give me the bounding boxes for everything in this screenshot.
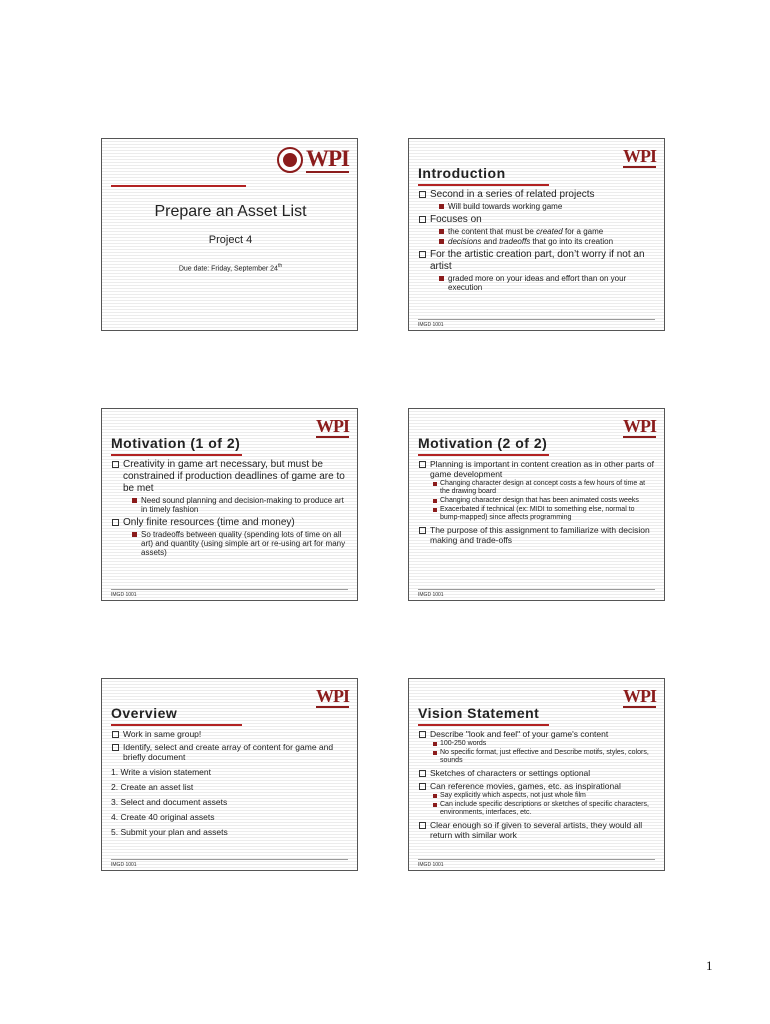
numbered-step: 1. Write a vision statement bbox=[111, 767, 211, 777]
slide-footer: IMGD 1001 bbox=[418, 592, 444, 598]
checkbox-bullet-icon bbox=[419, 216, 426, 223]
bullet: For the artistic creation part, don’t worry if not an artist bbox=[418, 249, 656, 273]
slide-heading: Overview bbox=[111, 705, 178, 721]
slide-overview bbox=[101, 678, 358, 871]
sub-bullet: graded more on your ideas and effort than on your execution bbox=[439, 274, 656, 292]
wpi-logo-text: WPI bbox=[623, 686, 656, 706]
slide-footer: IMGD 1001 bbox=[418, 322, 444, 328]
sub-bullet: Need sound planning and decision-making to produce art in timely fashion bbox=[132, 496, 349, 514]
sub-bullet: Exacerbated if technical (ex: MIDI to something else, normal to bump-mapped) since affects programming bbox=[433, 506, 656, 522]
bullet: Sketches of characters or settings optional bbox=[418, 768, 656, 778]
square-bullet-icon bbox=[433, 508, 437, 512]
square-bullet-icon bbox=[439, 276, 444, 281]
square-bullet-icon bbox=[433, 499, 437, 503]
checkbox-bullet-icon bbox=[419, 251, 426, 258]
bullet: Second in a series of related projects bbox=[418, 189, 656, 201]
footer-rule bbox=[418, 589, 655, 590]
numbered-step: 5. Submit your plan and assets bbox=[111, 827, 228, 837]
wpi-logo bbox=[277, 147, 349, 173]
bullet: Focuses on bbox=[418, 214, 656, 226]
footer-rule bbox=[111, 859, 348, 860]
bullet: Work in same group! bbox=[111, 729, 349, 739]
sub-bullet: Can include specific descriptions or sketches of specific characters, environments, interfaces, etc. bbox=[433, 801, 656, 817]
footer-rule bbox=[418, 859, 655, 860]
checkbox-bullet-icon bbox=[419, 822, 426, 829]
due-date: Due date: Friday, September 24th bbox=[178, 263, 283, 273]
slide-body bbox=[111, 456, 349, 557]
numbered-step: 2. Create an asset list bbox=[111, 782, 194, 792]
slide-vision-statement bbox=[408, 678, 665, 871]
checkbox-bullet-icon bbox=[112, 461, 119, 468]
numbered-step: 4. Create 40 original assets bbox=[111, 812, 215, 822]
sub-bullet: 100-250 words bbox=[433, 740, 656, 748]
checkbox-bullet-icon bbox=[419, 191, 426, 198]
slide-footer: IMGD 1001 bbox=[111, 862, 137, 868]
title-rule bbox=[111, 185, 246, 187]
square-bullet-icon bbox=[132, 532, 137, 537]
slide-body bbox=[418, 456, 656, 545]
wpi-logo bbox=[623, 417, 656, 438]
checkbox-bullet-icon bbox=[419, 731, 426, 738]
checkbox-bullet-icon bbox=[419, 527, 426, 534]
square-bullet-icon bbox=[433, 794, 437, 798]
sub-bullet: No specific format, just effective and Describe motifs, styles, colors, sounds bbox=[433, 749, 656, 765]
footer-rule bbox=[111, 589, 348, 590]
footer-rule bbox=[418, 319, 655, 320]
slide-title bbox=[101, 138, 358, 331]
wpi-logo bbox=[623, 147, 656, 168]
checkbox-bullet-icon bbox=[112, 731, 119, 738]
slide-heading: Motivation (1 of 2) bbox=[111, 435, 241, 451]
slide-body bbox=[418, 726, 656, 840]
slide-title-text: Prepare an Asset List bbox=[154, 203, 307, 220]
wpi-logo-text: WPI bbox=[306, 146, 349, 171]
sub-bullet: Changing character design that has been animated costs weeks bbox=[433, 497, 656, 505]
square-bullet-icon bbox=[439, 204, 444, 209]
wpi-logo-text: WPI bbox=[623, 146, 656, 166]
square-bullet-icon bbox=[433, 742, 437, 746]
sub-bullet: Say explicitly which aspects, not just whole film bbox=[433, 792, 656, 800]
bullet: Planning is important in content creation as in other parts of game development bbox=[418, 459, 656, 479]
slide-motivation-1 bbox=[101, 408, 358, 601]
slide-motivation-2 bbox=[408, 408, 665, 601]
square-bullet-icon bbox=[132, 498, 137, 503]
wpi-logo bbox=[316, 417, 349, 438]
slide-body bbox=[111, 726, 349, 837]
square-bullet-icon bbox=[439, 239, 444, 244]
bullet: Only finite resources (time and money) bbox=[111, 517, 349, 529]
page-number: 1 bbox=[706, 958, 713, 973]
checkbox-bullet-icon bbox=[419, 770, 426, 777]
slide-footer: IMGD 1001 bbox=[418, 862, 444, 868]
wpi-logo-text: WPI bbox=[316, 686, 349, 706]
wpi-logo-text: WPI bbox=[623, 416, 656, 436]
slide-body bbox=[418, 186, 656, 292]
bullet: Creativity in game art necessary, but must be constrained if production deadlines of game are to be met bbox=[111, 459, 349, 495]
slide-subtitle: Project 4 bbox=[208, 234, 253, 246]
bullet: Clear enough so if given to several artists, they would all return with similar work bbox=[418, 820, 656, 840]
slide-heading: Motivation (2 of 2) bbox=[418, 435, 548, 451]
slide-heading: Vision Statement bbox=[418, 705, 540, 721]
checkbox-bullet-icon bbox=[419, 783, 426, 790]
square-bullet-icon bbox=[433, 803, 437, 807]
slide-footer: IMGD 1001 bbox=[111, 592, 137, 598]
checkbox-bullet-icon bbox=[419, 461, 426, 468]
sub-bullet: Changing character design at concept costs a few hours of time at the drawing board bbox=[433, 480, 656, 496]
slide-heading: Introduction bbox=[418, 165, 506, 181]
square-bullet-icon bbox=[439, 229, 444, 234]
square-bullet-icon bbox=[433, 751, 437, 755]
numbered-step: 3. Select and document assets bbox=[111, 797, 228, 807]
sub-bullet: the content that must be created for a game bbox=[439, 227, 656, 236]
slide-introduction bbox=[408, 138, 665, 331]
wpi-logo bbox=[623, 687, 656, 708]
wpi-logo-text: WPI bbox=[316, 416, 349, 436]
wpi-seal-icon bbox=[277, 147, 303, 173]
sub-bullet: Will build towards working game bbox=[439, 202, 656, 211]
wpi-logo bbox=[316, 687, 349, 708]
bullet: Describe "look and feel" of your game's content bbox=[418, 729, 656, 739]
sub-bullet: decisions and tradeoffs that go into its creation bbox=[439, 237, 656, 246]
checkbox-bullet-icon bbox=[112, 744, 119, 751]
bullet: The purpose of this assignment to familiarize with decision making and trade-offs bbox=[418, 525, 656, 545]
sub-bullet: So tradeoffs between quality (spending lots of time on all art) and quantity (using simple art or re-using art for many assets) bbox=[132, 530, 349, 557]
square-bullet-icon bbox=[433, 482, 437, 486]
checkbox-bullet-icon bbox=[112, 519, 119, 526]
bullet: Identify, select and create array of content for game and briefly document bbox=[111, 742, 349, 762]
bullet: Can reference movies, games, etc. as inspirational bbox=[418, 781, 656, 791]
